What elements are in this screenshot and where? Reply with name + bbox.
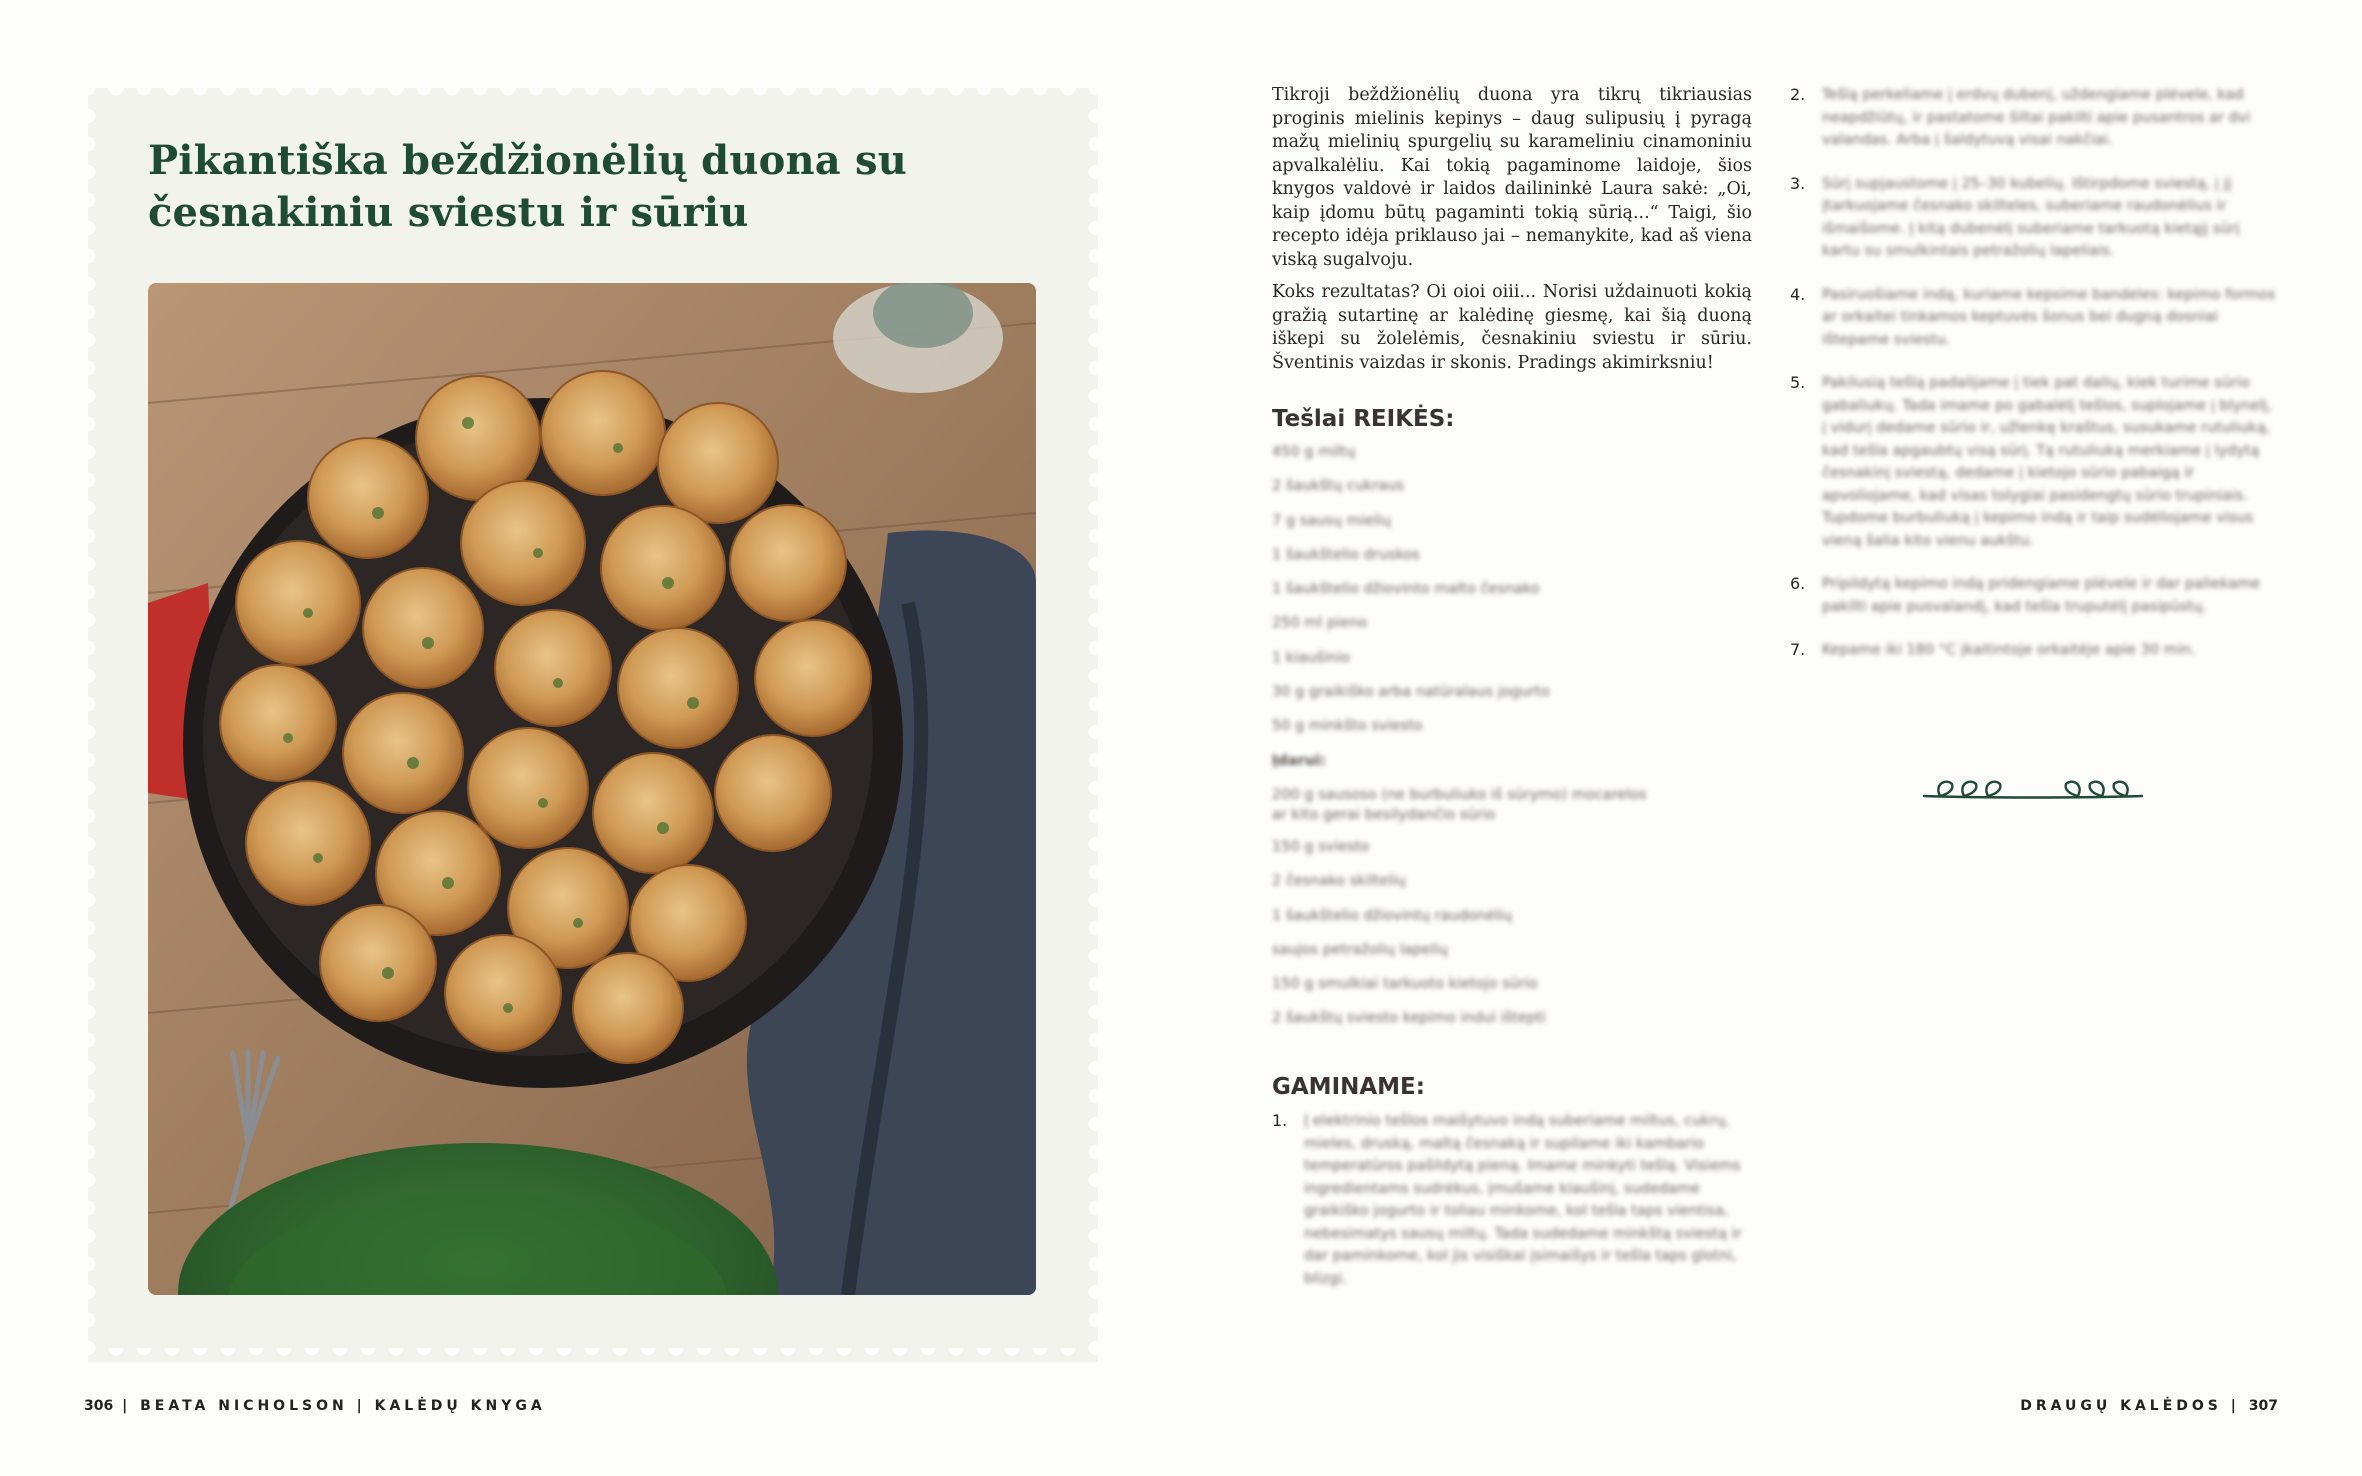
method-steps-column-2 (1790, 84, 2276, 683)
intro-paragraph: Tikroji beždžionėlių duona yra tikrų tikriausias proginis mielinis kepinys – daug sulipusių į pyragą mažų mielinių spurgelių su karameliniu cinamoniniu apvalkalėliu. Kai tokią pagaminome laidoje, šios knygos valdovė ir laidos dailininkė Laura sakė: „Oi, kaip įdomu būtų pagaminti tokią sūrią...“ Taigi, šio recepto idėja priklauso jai – nemanykite, kad aš viena viską sugalvoju. (1272, 85, 1752, 270)
step-text: Kepame iki 180 °C įkaitintoje orkaitėje apie 30 min. (1822, 642, 2196, 658)
step-text: Pripildytą kepimo indą pridengiame plėvele ir dar paliekame pakilti apie pusvalandį, kad tešla truputėlį pasipūstų. (1822, 576, 2261, 615)
footer-right (2020, 1398, 2278, 1414)
step-number: 3. (1790, 173, 1806, 193)
filling-item: 1 šaukštelio džiovintų raudonėlių (1272, 907, 1513, 924)
step-text: Tešlą perkeliame į erdvų dubenį, uždengiame plėvele, kad neapdžiūtų, ir pastatome šiltai pakilti apie pusantros ar dvi valandas. Arba į šaldytuvą visai nakčiai. (1822, 87, 2251, 148)
footer-separator: | (2230, 1398, 2240, 1414)
filling-item: 150 g sviesto (1272, 838, 1370, 855)
footer-author: BEATA NICHOLSON (140, 1398, 348, 1414)
filling-item: 2 česnako skiltelių (1272, 873, 1406, 890)
page-number-left: 306 (84, 1398, 114, 1414)
step-text: Pasiruošiame indą, kuriame kepsime bandeles: kepimo formos ar orkaitei tinkamos keptuvės šonus bei dugną dosniai ištepame sviestu. (1822, 286, 2276, 348)
filling-item: saujos petražolių lapelių (1272, 941, 1448, 958)
filling-item: 200 g sausoso (ne burbuliuko iš sūrymo) mocarelos ar kito gerai besilydančio sūrio (1272, 786, 1647, 823)
footer-separator: | (122, 1398, 132, 1414)
footer-left (84, 1398, 546, 1414)
ingredient-item: 1 šaukštelio druskos (1272, 546, 1420, 563)
intro-paragraph: Koks rezultatas? Oi oioi oiii... Norisi uždainuoti kokią gražią sutartinę ar kalėdinę giesmę, kai šią duoną iškepi su žolelėmis, česnakiniu sviestu ir sūriu. Šventinis vaizdas ir skonis. Pradings akimirksniu! (1272, 282, 1752, 373)
ingredient-item: 30 g graikiško arba natūralaus jogurto (1272, 684, 1550, 701)
ingredient-item: 2 šaukštų cukraus (1272, 478, 1405, 495)
filling-subheading: Įdarui: (1272, 752, 1326, 769)
method-step (1790, 84, 2276, 152)
ingredient-item: 50 g minkšto sviesto (1272, 718, 1423, 735)
method-step (1790, 284, 2276, 352)
method-heading: GAMINAME: (1272, 1074, 1425, 1100)
step-number: 2. (1790, 85, 1806, 104)
ingredient-item: 1 kiaušinio (1272, 649, 1351, 666)
footer-book-title: KALĖDŲ KNYGA (374, 1398, 546, 1414)
step-number: 1. (1272, 1111, 1288, 1130)
recipe-photo (148, 283, 1036, 1295)
intro-text (1272, 84, 1752, 384)
ingredients-heading: Tešlai REIKĖS: (1272, 406, 1455, 432)
recipe-title: Pikantiška beždžionėlių duona su česnakiniu sviestu ir sūriu (148, 137, 908, 236)
step-number: 5. (1790, 373, 1806, 392)
step-text: Sūrį supjaustome į 25–30 kubelių. Ištirpdome sviestą, į jį įtarkuojame česnako skilteles, suberiame raudonėlius ir išmaišome. Į kitą dubenėlį suberiame tarkuotą kietąjį sūrį kartu su smulkintais petražolių lapeliais. (1822, 175, 2240, 259)
method-step (1790, 639, 2276, 662)
page-number-right: 307 (2248, 1398, 2278, 1414)
footer-section-title: DRAUGŲ KALĖDOS (2020, 1398, 2222, 1414)
step-number: 7. (1790, 640, 1806, 659)
ingredient-item: 1 šaukštelio džiovinto malto česnako (1272, 581, 1540, 598)
method-step (1790, 173, 2276, 263)
method-step (1272, 1110, 1752, 1290)
method-step (1790, 573, 2276, 618)
method-step (1790, 372, 2276, 552)
ingredient-item: 450 g miltų (1272, 444, 1356, 460)
step-text: Pakilusią tešlą padalijame į tiek pat dalių, kiek turime sūrio gabaliukų. Tada imame po gabalėlį tešlos, suplojame į blynelį, į vidurį dedame sūrio ir, užlenkę kraštus, susukame rutuliuką, kad tešla apgaubtų visą sūrį. Tą rutuliuką merkiame į lydytą česnakinį sviestą, dedame į kietojo sūrio pabaigą ir apvoliojame, kad visas tolygiai pasidengtų sūrio trupiniais. Tupdome burbuliuką į kepimo indą ir taip sudėliojame visus vieną šalia kito vienu aukštu. (1822, 375, 2272, 549)
step-text: Į elektrinio tešlos maišytuvo indą suberiame miltus, cukrų, mieles, druską, maltą česnaką ir supilame iki kambario temperatūros pašildytą pieną. Imame minkyti tešlą. Visiems ingredientams sudrėkus, įmušame kiaušinį, sudedame graikiško jogurto ir toliau minkome, kol tešla taps vientisa, nebesimatys sausų miltų. Tada sudedame minkštą sviestą ir dar paminkome, kol jis visiškai įsimaišys ir tešla taps glotni, blizgi. (1304, 1113, 1742, 1287)
ingredient-item: 7 g sausų mielių (1272, 512, 1391, 529)
step-number: 4. (1790, 284, 1806, 304)
step-number: 6. (1790, 574, 1806, 593)
method-steps-column-1 (1272, 1110, 1752, 1311)
filling-item: 150 g smulkiai tarkuoto kietojo sūrio (1272, 976, 1538, 993)
ingredient-item: 250 ml pieno (1272, 615, 1368, 632)
leaf-ornament-icon (1920, 770, 2146, 800)
ingredients-list (1272, 442, 1652, 1043)
footer-separator: | (356, 1398, 366, 1414)
filling-item: 2 šaukštų sviesto kepimo indui ištepti (1272, 1010, 1546, 1027)
